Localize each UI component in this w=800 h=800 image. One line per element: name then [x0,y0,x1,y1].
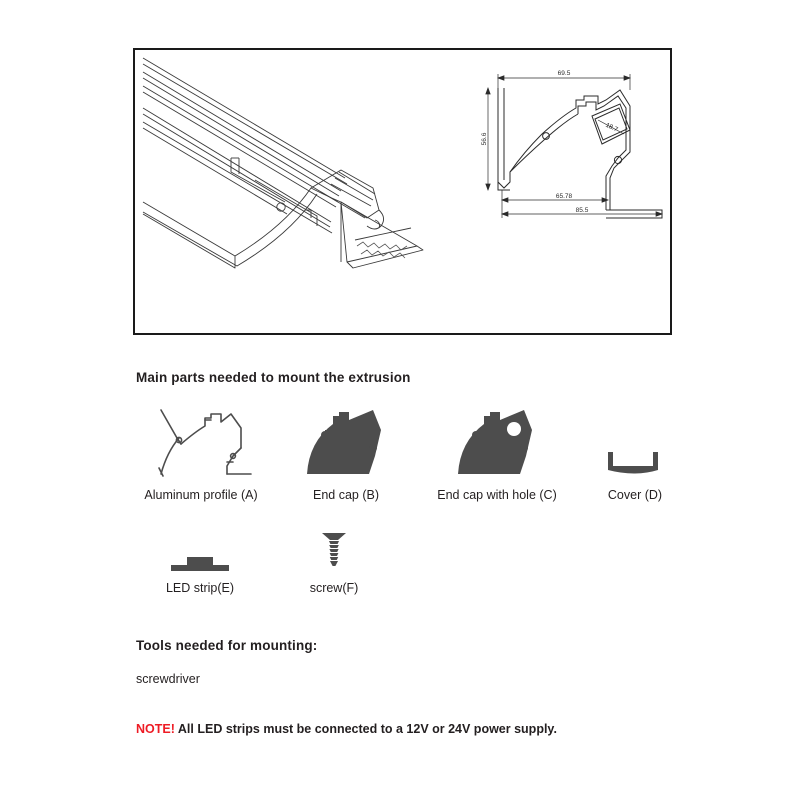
note-line [136,722,557,736]
3d-extrusion-render [135,50,435,290]
part-label-screw: screw(F) [309,581,359,595]
part-item-screw [282,525,386,595]
dim-height: 56.6 [481,132,488,146]
note-text: All LED strips must be connected to a 12V or 24V power supply. [174,722,557,736]
part-item-aluminum-profile [124,400,278,502]
end-cap-with-hole-icon [412,400,582,480]
part-label-end-cap: End cap (B) [312,488,379,502]
tools-list-text: screwdriver [136,672,200,686]
part-label-cover: Cover (D) [607,488,663,502]
led-strip-icon [136,525,264,573]
tools-heading: Tools needed for mounting: [136,638,318,653]
end-cap-icon [286,400,406,480]
dim-inner-base-width: 65.78 [555,193,573,200]
dim-channel-width: 18.7 [604,121,619,134]
part-label-aluminum-profile: Aluminum profile (A) [144,488,258,502]
part-item-end-cap [286,400,406,502]
note-flag: NOTE! [136,722,175,736]
dim-top-width: 69.5 [557,70,571,77]
cover-icon [576,400,694,480]
screw-icon [282,525,386,573]
aluminum-profile-icon [124,400,278,480]
profile-cross-section [480,60,670,230]
main-parts-heading: Main parts needed to mount the extrusion [136,370,411,385]
part-item-led-strip [136,525,264,595]
part-item-cover [576,400,694,502]
dim-overall-base-width: 85.5 [575,207,589,214]
part-item-end-cap-with-hole [412,400,582,502]
part-label-led-strip: LED strip(E) [165,581,235,595]
figure-panel [133,48,672,335]
part-label-end-cap-with-hole: End cap with hole (C) [437,488,557,502]
